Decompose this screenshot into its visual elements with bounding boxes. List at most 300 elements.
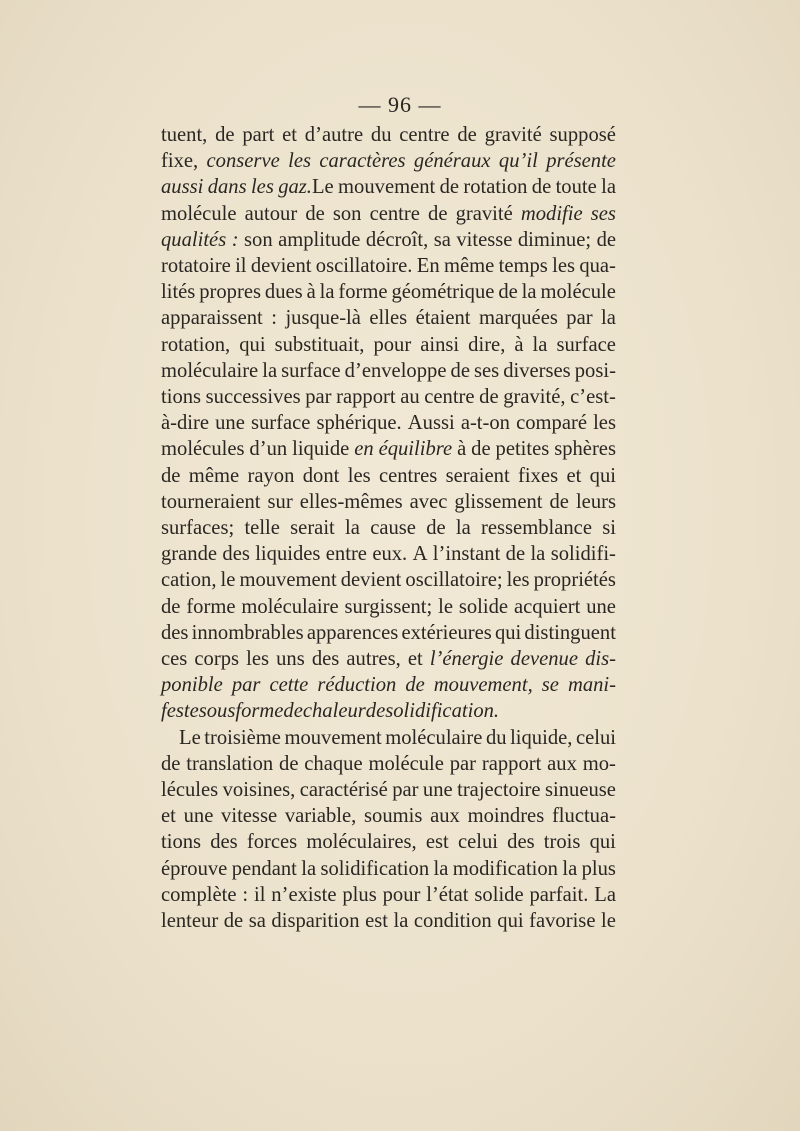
- word-text: pendant: [231, 857, 297, 880]
- word-text: gravité: [484, 124, 542, 146]
- italic-text: feste: [161, 700, 199, 723]
- word: [434, 856, 449, 882]
- italic-text: l’énergie: [429, 648, 504, 671]
- word-text: de: [215, 124, 235, 146]
- word-text: la: [601, 307, 616, 330]
- word-text: si: [602, 517, 616, 540]
- word-text: la: [262, 359, 278, 382]
- word-text: cation,: [161, 569, 217, 592]
- word-text: autres,: [346, 648, 401, 671]
- word-text: dont: [302, 464, 340, 487]
- word-text: forme: [186, 595, 236, 618]
- word: [161, 515, 234, 541]
- word-text: posi-: [574, 359, 616, 382]
- word: [570, 384, 616, 410]
- word-text: de: [439, 176, 460, 199]
- word: [456, 515, 471, 541]
- word: [161, 436, 245, 462]
- word: [245, 201, 298, 227]
- word-text: de: [161, 752, 181, 775]
- word: [338, 174, 435, 200]
- word: [161, 620, 188, 646]
- word-text: solide: [474, 883, 524, 906]
- word-text: sa: [433, 228, 451, 251]
- word-text: aux: [547, 752, 577, 775]
- text-line: [161, 856, 616, 882]
- word-text: décroît,: [365, 228, 429, 251]
- word: [450, 751, 476, 777]
- word: [516, 410, 587, 436]
- word: [438, 594, 453, 620]
- word-text: par: [305, 386, 332, 409]
- word: [372, 541, 407, 567]
- word: [305, 384, 331, 410]
- text-line: [161, 410, 616, 436]
- text-line: [161, 489, 616, 515]
- word: [556, 332, 615, 358]
- word-text: qui: [589, 464, 616, 487]
- text-line: [161, 122, 616, 148]
- italic-text: gaz.: [278, 176, 312, 199]
- word-text: une: [183, 805, 214, 828]
- word: [269, 672, 308, 698]
- word: [161, 279, 195, 305]
- word-text: elles: [369, 307, 408, 330]
- word-text: la: [601, 176, 616, 199]
- word: [199, 279, 261, 305]
- word: [459, 594, 508, 620]
- word: [417, 253, 440, 279]
- word: [186, 594, 235, 620]
- word: [307, 279, 316, 305]
- word: [408, 410, 455, 436]
- word-text: ses: [474, 359, 500, 382]
- word: [497, 908, 523, 934]
- word: [495, 620, 521, 646]
- word: [392, 777, 418, 803]
- word: [532, 174, 551, 200]
- word: [232, 227, 239, 253]
- text-line: [161, 358, 616, 384]
- word: [275, 332, 365, 358]
- word: [456, 227, 512, 253]
- word: [161, 541, 217, 567]
- word: [346, 646, 400, 672]
- word: [552, 803, 616, 829]
- word-text: de: [479, 386, 499, 409]
- word: [348, 463, 371, 489]
- word: [479, 384, 498, 410]
- word-text: innombrables: [191, 621, 304, 644]
- word: [457, 777, 540, 803]
- word-text: les: [246, 648, 270, 671]
- word: [529, 882, 588, 908]
- word-text: à: [457, 438, 467, 461]
- word: [434, 672, 533, 698]
- word-text: du: [485, 726, 507, 749]
- word-text: telle: [244, 517, 280, 540]
- word-text: la: [301, 857, 317, 880]
- word-text: une: [215, 412, 245, 435]
- word: [468, 803, 545, 829]
- word: [285, 305, 361, 331]
- text-line: [161, 436, 616, 462]
- word-text: :: [242, 883, 249, 906]
- word: [161, 803, 176, 829]
- word: [498, 279, 517, 305]
- text-line: [161, 332, 616, 358]
- word-text: uns: [276, 648, 305, 671]
- word: [446, 463, 510, 489]
- word: [161, 489, 261, 515]
- word-text: En: [416, 255, 440, 278]
- word: [199, 698, 236, 724]
- word-text: la: [530, 543, 546, 566]
- word-text: qui: [589, 831, 616, 854]
- word-text: tuent,: [161, 124, 208, 146]
- word: [514, 594, 580, 620]
- word: [444, 253, 494, 279]
- word: [373, 332, 411, 358]
- word: [161, 122, 207, 148]
- word-text: grande: [161, 543, 218, 566]
- word: [186, 751, 273, 777]
- word-text: La: [594, 883, 616, 906]
- word-text: sur: [267, 490, 293, 513]
- word-text: sphères: [554, 438, 616, 461]
- word-text: étaient: [415, 307, 471, 330]
- word: [265, 279, 303, 305]
- text-line: [161, 698, 616, 724]
- word: [276, 646, 305, 672]
- word-text: centre: [369, 202, 420, 225]
- word-text: la: [393, 910, 409, 933]
- word-text: de: [531, 176, 552, 199]
- text-line: [161, 672, 616, 698]
- word: [221, 567, 236, 593]
- word: [320, 279, 335, 305]
- word-text: qui: [497, 910, 524, 933]
- word: [430, 803, 460, 829]
- word-text: celui: [457, 831, 498, 854]
- word-text: des: [210, 831, 238, 854]
- word-text: comparé: [516, 412, 587, 435]
- text-line: [161, 463, 616, 489]
- word: [575, 358, 616, 384]
- word: [453, 856, 558, 882]
- word-text: et: [282, 124, 298, 146]
- word-text: acquiert: [513, 595, 581, 618]
- word: [485, 122, 542, 148]
- body-text: [161, 122, 616, 934]
- word: [486, 725, 507, 751]
- word-text: vitesse: [221, 805, 278, 828]
- word: [399, 122, 449, 148]
- word-text: ainsi: [420, 333, 460, 356]
- word: [602, 515, 616, 541]
- word-text: condition: [413, 910, 492, 933]
- word: [552, 253, 575, 279]
- word: [511, 646, 578, 672]
- word: [300, 777, 388, 803]
- word-text: n’existe: [271, 883, 337, 906]
- word: [161, 777, 218, 803]
- word-text: qui: [239, 333, 266, 356]
- word: [405, 672, 424, 698]
- word: [521, 201, 583, 227]
- word: [251, 174, 274, 200]
- word-text: successives: [205, 386, 301, 409]
- word: [268, 489, 293, 515]
- word: [576, 489, 616, 515]
- word-text: au: [400, 386, 420, 409]
- word: [414, 908, 492, 934]
- italic-text: équilibre: [378, 438, 453, 461]
- word: [401, 620, 491, 646]
- word: [481, 515, 592, 541]
- text-line: [161, 384, 616, 410]
- italic-text: les: [250, 176, 274, 199]
- word: [586, 594, 616, 620]
- word-text: diminue;: [517, 228, 592, 251]
- word: [547, 751, 577, 777]
- word-text: corps: [194, 648, 240, 671]
- italic-text: solidification.: [385, 700, 500, 723]
- word: [235, 253, 246, 279]
- word: [341, 567, 402, 593]
- word: [414, 148, 491, 174]
- word: [316, 253, 413, 279]
- word: [499, 253, 548, 279]
- word: [507, 567, 530, 593]
- word-text: la: [521, 281, 537, 304]
- word-text: la: [433, 857, 449, 880]
- word-text: une: [422, 779, 453, 802]
- word: [482, 751, 541, 777]
- word: [344, 594, 432, 620]
- word-text: distinguent: [524, 621, 616, 644]
- word-text: solidifi-: [550, 543, 616, 566]
- word-text: éprouve: [161, 857, 228, 880]
- italic-text: mouvement,: [433, 674, 533, 697]
- word: [249, 908, 266, 934]
- word-text: les: [506, 569, 530, 592]
- word: [550, 489, 569, 515]
- italic-text: qu’il: [498, 150, 538, 173]
- text-line: [161, 882, 616, 908]
- word-text: c’est-: [570, 386, 616, 409]
- word: [319, 148, 405, 174]
- word-text: supposé: [549, 124, 616, 146]
- word: [496, 436, 550, 462]
- word-text: surface: [281, 359, 341, 382]
- word: [189, 463, 239, 489]
- italic-text: chaleur: [302, 700, 366, 723]
- text-line: [161, 253, 616, 279]
- word-text: de: [471, 438, 491, 461]
- word: [463, 174, 527, 200]
- word: [336, 384, 395, 410]
- word-text: mouvement: [284, 726, 382, 749]
- word: [254, 882, 265, 908]
- word: [161, 148, 198, 174]
- italic-text: aussi: [161, 176, 204, 199]
- word-text: tions: [161, 386, 202, 409]
- word-text: autour: [244, 202, 298, 225]
- word: [354, 436, 373, 462]
- word-text: pour: [373, 333, 412, 356]
- word: [251, 410, 310, 436]
- word-text: lécules: [161, 779, 219, 802]
- italic-text: forme: [235, 700, 284, 723]
- word: [161, 698, 199, 724]
- word-text: de: [596, 228, 616, 251]
- word: [239, 332, 265, 358]
- word: [590, 829, 616, 855]
- italic-text: les: [288, 150, 311, 173]
- word: [385, 698, 499, 724]
- word: [184, 803, 214, 829]
- word: [529, 908, 595, 934]
- word-text: trois: [543, 831, 581, 854]
- word: [304, 751, 362, 777]
- word-text: de: [305, 202, 325, 225]
- word: [194, 646, 239, 672]
- word-text: entre: [325, 543, 367, 566]
- word: [244, 227, 273, 253]
- word-text: des: [222, 543, 250, 566]
- word-text: est: [365, 910, 388, 933]
- word-text: liquide,: [510, 726, 573, 749]
- italic-text: :: [231, 228, 239, 251]
- word-text: mouvement: [338, 176, 436, 199]
- word-text: A: [412, 543, 428, 566]
- word-text: le: [220, 569, 236, 592]
- word-text: temps: [498, 255, 548, 278]
- word: [271, 882, 336, 908]
- word: [368, 751, 443, 777]
- word-text: rotatoire: [161, 255, 231, 278]
- word-text: fixes: [518, 464, 559, 487]
- word-text: complète: [161, 883, 237, 906]
- word-text: l’instant: [432, 543, 501, 566]
- word-text: il: [235, 255, 247, 278]
- word-text: de: [498, 281, 518, 304]
- word: [282, 122, 297, 148]
- word: [316, 410, 401, 436]
- text-line: [161, 201, 616, 227]
- word-text: forme: [338, 281, 388, 304]
- word-text: ressemblance: [481, 517, 592, 540]
- word: [161, 672, 223, 698]
- italic-text: ponible: [161, 674, 223, 697]
- word-text: substituait,: [274, 333, 365, 356]
- word: [365, 908, 388, 934]
- word: [342, 882, 376, 908]
- word: [518, 463, 558, 489]
- word: [239, 567, 336, 593]
- word-text: soumis: [364, 805, 423, 828]
- word-text: même: [188, 464, 240, 487]
- word-text: voisines,: [222, 779, 296, 802]
- text-line: [161, 725, 616, 751]
- word: [579, 253, 616, 279]
- word-text: solidification: [320, 857, 430, 880]
- word: [345, 515, 360, 541]
- italic-text: conserve: [206, 150, 280, 173]
- word: [232, 672, 261, 698]
- word-text: lités: [161, 281, 196, 304]
- word-text: moléculaires,: [306, 831, 417, 854]
- word: [370, 515, 416, 541]
- word-text: de: [279, 752, 299, 775]
- text-line: [161, 646, 616, 672]
- word-text: chaque: [304, 752, 363, 775]
- word-text: favorise: [529, 910, 596, 933]
- word-text: moléculaire: [161, 359, 259, 382]
- word: [161, 201, 236, 227]
- word: [590, 463, 616, 489]
- word-text: il: [253, 883, 266, 906]
- word-text: une: [586, 595, 616, 618]
- word-text: et: [566, 464, 582, 487]
- word-text: moléculaire: [241, 595, 339, 618]
- word-text: propres: [199, 281, 261, 304]
- word-text: moindres: [467, 805, 545, 828]
- word: [420, 332, 459, 358]
- word: [278, 174, 334, 200]
- word: [405, 567, 502, 593]
- word: [562, 856, 577, 882]
- word: [215, 410, 245, 436]
- word: [242, 882, 248, 908]
- word-text: sphérique.: [316, 412, 402, 435]
- italic-text: dans: [207, 176, 247, 199]
- word: [161, 358, 258, 384]
- word-text: les: [347, 464, 371, 487]
- word: [506, 541, 525, 567]
- word-text: celui: [575, 726, 616, 749]
- word-text: apparaissent: [161, 307, 263, 330]
- word-text: dues: [264, 281, 303, 304]
- word-text: disparition: [271, 910, 360, 933]
- text-line: [161, 620, 616, 646]
- text-line: [161, 803, 616, 829]
- word: [161, 829, 201, 855]
- word: [208, 174, 247, 200]
- word-text: Le: [179, 726, 201, 749]
- word: [305, 122, 363, 148]
- word: [307, 620, 398, 646]
- word-text: d’enveloppe: [344, 359, 447, 382]
- word: [413, 541, 428, 567]
- italic-text: devenue: [510, 648, 578, 671]
- italic-text: dis-: [585, 648, 616, 671]
- word: [601, 305, 616, 331]
- word: [533, 332, 548, 358]
- word-text: tions: [161, 831, 202, 854]
- word: [235, 698, 283, 724]
- word: [306, 829, 416, 855]
- word-text: serait: [290, 517, 335, 540]
- word-text: qui: [494, 621, 522, 644]
- word: [503, 384, 565, 410]
- word: [279, 751, 298, 777]
- italic-text: réduction: [317, 674, 397, 697]
- italic-text: de: [283, 700, 303, 723]
- word: [283, 698, 302, 724]
- word: [430, 646, 504, 672]
